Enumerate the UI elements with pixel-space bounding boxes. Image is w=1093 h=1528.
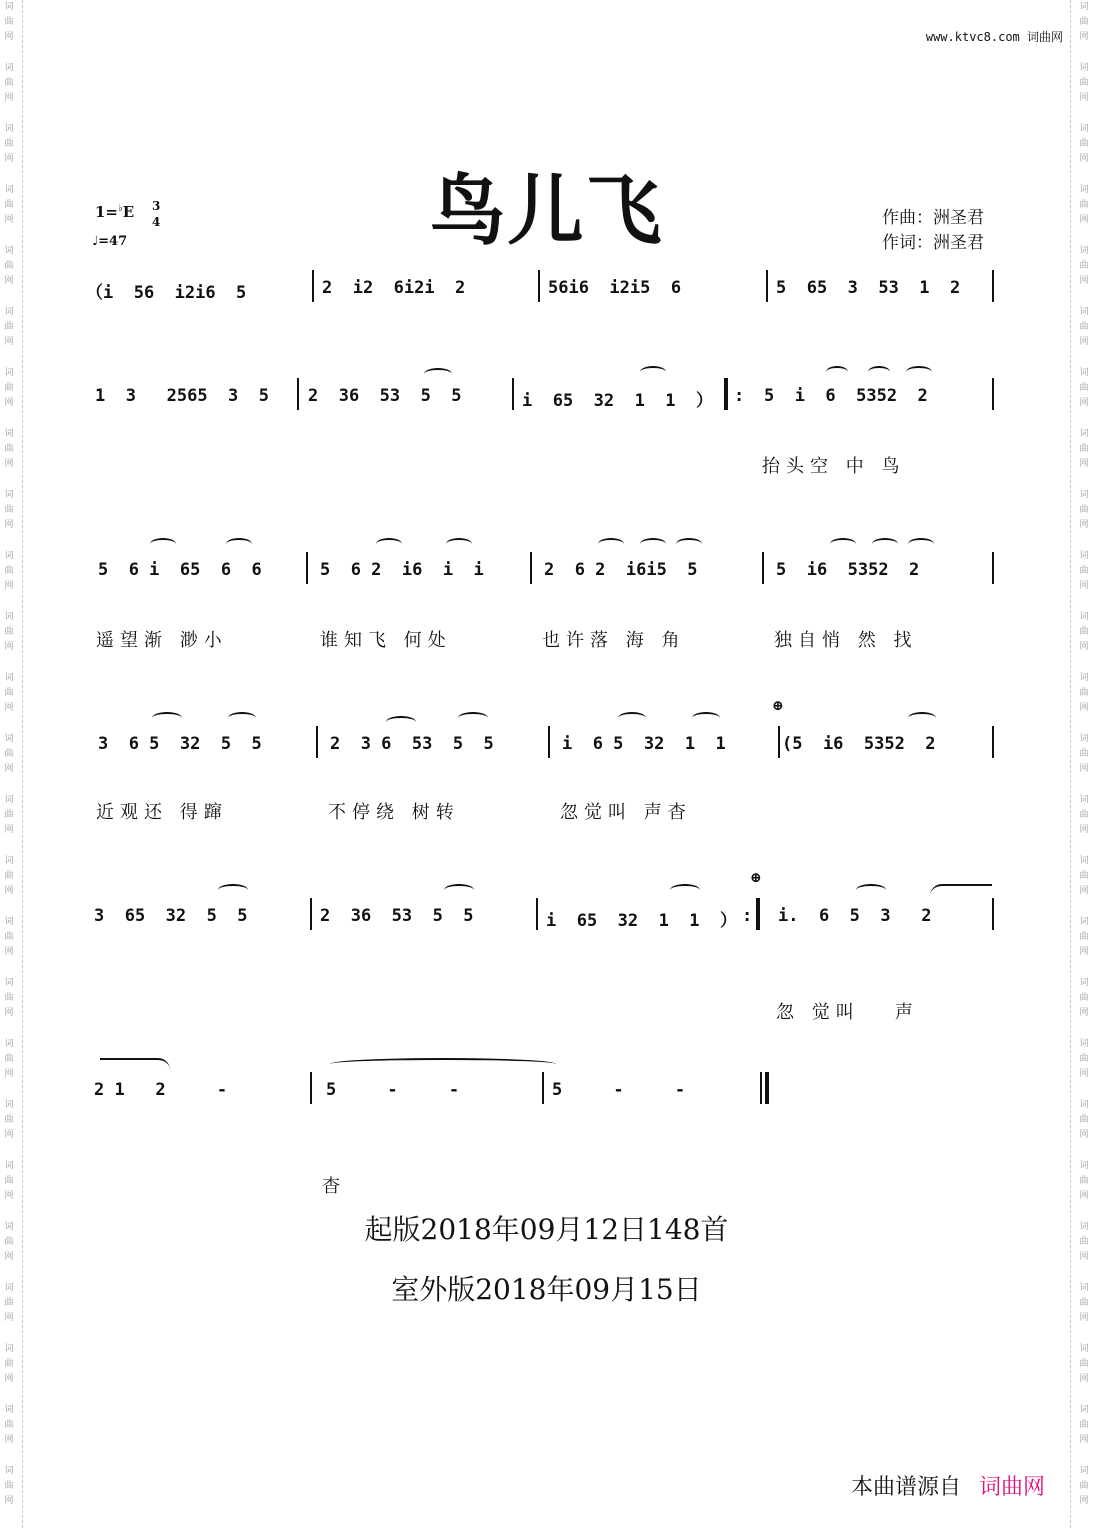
- barline: [766, 270, 768, 302]
- lyricist-credit: 作词：洲圣君: [882, 233, 984, 253]
- song-title: 鸟儿飞: [429, 166, 664, 255]
- side-watermark: 词 曲 网: [4, 490, 14, 530]
- slur: [598, 538, 624, 550]
- barline: [306, 552, 308, 584]
- lyric-line: 抬头空 中 鸟: [762, 456, 906, 477]
- barline: [512, 378, 514, 410]
- slur: [676, 538, 702, 550]
- slur: [226, 538, 252, 550]
- barline: [536, 898, 538, 930]
- barline: [992, 726, 994, 758]
- slur: [670, 884, 700, 896]
- barline: [992, 552, 994, 584]
- lyric-line: 不停绕 树转: [328, 802, 460, 823]
- measure: 5 i6 5352 2: [776, 560, 920, 580]
- lyric-line: 也许落 海 角: [542, 630, 686, 651]
- side-watermark: 词 曲 网: [1079, 1344, 1089, 1384]
- barline: [530, 552, 532, 584]
- barline: [778, 726, 780, 758]
- slur: [640, 366, 666, 378]
- barline: [310, 898, 312, 930]
- measure: 3 6 5 32 5 5: [98, 734, 262, 754]
- side-watermark: 词 曲 网: [1079, 490, 1089, 530]
- repeat-dots: :: [734, 386, 745, 406]
- measure: (5 i6 5352 2: [782, 734, 936, 754]
- side-watermark: 词 曲 网: [4, 1161, 14, 1201]
- repeat-end-barline: [756, 898, 760, 930]
- side-watermark: 词 曲 网: [4, 63, 14, 103]
- side-watermark: 词 曲 网: [1079, 1283, 1089, 1323]
- lyric-line: 谁知飞 何处: [320, 630, 452, 651]
- side-watermark: 词 曲 网: [1079, 1405, 1089, 1445]
- lyric-line: 独自悄 然 找: [774, 630, 918, 651]
- side-watermark: 词 曲 网: [4, 185, 14, 225]
- side-watermark: 词 曲 网: [4, 1039, 14, 1079]
- slur: [692, 712, 720, 724]
- side-watermark: 词 曲 网: [4, 2, 14, 42]
- time-signature-bottom: 4: [152, 215, 161, 229]
- barline: [542, 1072, 544, 1104]
- barline: [992, 270, 994, 302]
- side-watermark: 词 曲 网: [4, 856, 14, 896]
- barline: [992, 898, 994, 930]
- slur: [228, 712, 256, 724]
- slur: [868, 366, 890, 378]
- barline: [548, 726, 550, 758]
- side-watermark: 词 曲 网: [1079, 734, 1089, 774]
- side-watermark: 词 曲 网: [4, 673, 14, 713]
- slur: [152, 712, 182, 724]
- side-watermark: 词 曲 网: [1079, 1039, 1089, 1079]
- time-signature-top: 3: [152, 199, 161, 213]
- side-watermark: 词 曲 网: [1079, 246, 1089, 286]
- side-watermark: 词 曲 网: [1079, 124, 1089, 164]
- slur: [640, 538, 666, 550]
- final-barline-thick: [765, 1072, 769, 1104]
- slur: [906, 366, 932, 378]
- side-watermark: 词 曲 网: [4, 124, 14, 164]
- lyric-line: 杳: [322, 1176, 346, 1197]
- side-watermark: 词 曲 网: [4, 795, 14, 835]
- coda-sign: ⊕: [772, 698, 784, 714]
- side-watermark: 词 曲 网: [4, 1283, 14, 1323]
- side-watermark: 词 曲 网: [1079, 185, 1089, 225]
- side-watermark: 词 曲 网: [4, 978, 14, 1018]
- slur: [908, 538, 934, 550]
- barline: [538, 270, 540, 302]
- measure: 2 36 53 5 5: [308, 386, 462, 406]
- side-watermark: 词 曲 网: [1079, 856, 1089, 896]
- lyric-line: 遥望渐 渺小: [96, 630, 228, 651]
- tie: [930, 884, 992, 896]
- tie: [100, 1058, 170, 1070]
- repeat-start-barline: [724, 378, 728, 410]
- side-watermark: 词 曲 网: [1079, 1466, 1089, 1506]
- measure: 5 6 2 i6 i i: [320, 560, 484, 580]
- slur: [872, 538, 898, 550]
- measure: 2 36 53 5 5: [320, 906, 474, 926]
- side-watermark: 词 曲 网: [1079, 978, 1089, 1018]
- slur: [330, 1058, 556, 1070]
- measure: 5 - -: [326, 1080, 460, 1100]
- slur: [446, 538, 472, 550]
- measure: i. 6 5 3 2: [778, 906, 932, 926]
- measure: 2 1 2 -: [94, 1080, 228, 1100]
- composer-credit: 作曲：洲圣君: [882, 208, 984, 228]
- footer-line-2: 室外版2018年09月15日: [391, 1273, 702, 1306]
- side-watermark: 词 曲 网: [4, 1100, 14, 1140]
- measure: 2 6 2 i6i5 5: [544, 560, 698, 580]
- side-watermark: 词 曲 网: [1079, 795, 1089, 835]
- slur: [444, 884, 474, 896]
- side-watermark: 词 曲 网: [1079, 917, 1089, 957]
- slur: [386, 716, 416, 728]
- coda-sign: ⊕: [750, 870, 762, 886]
- tempo-marking: ♩=47: [92, 234, 128, 249]
- side-watermark: 词 曲 网: [1079, 612, 1089, 652]
- slur: [908, 712, 936, 724]
- side-watermark: 词 曲 网: [1079, 368, 1089, 408]
- barline: [310, 1072, 312, 1104]
- slur: [218, 884, 248, 896]
- side-watermark: 词 曲 网: [4, 307, 14, 347]
- site-url[interactable]: www.ktvc8.com 词曲网: [925, 30, 1063, 44]
- footer-line-1: 起版2018年09月12日148首: [364, 1213, 729, 1246]
- side-watermark: 词 曲 网: [4, 734, 14, 774]
- measure: 1 3 2565 3 5: [95, 386, 269, 406]
- credits: [882, 206, 984, 256]
- barline: [316, 726, 318, 758]
- measure: i 65 32 1 1 ）: [522, 391, 713, 411]
- side-watermark: 词 曲 网: [1079, 307, 1089, 347]
- barline: [297, 378, 299, 410]
- slur: [830, 538, 856, 550]
- side-watermark: 词 曲 网: [4, 246, 14, 286]
- side-watermark: 词 曲 网: [1079, 63, 1089, 103]
- source-credit: [851, 1470, 1045, 1501]
- flat-sign: ♭: [118, 203, 123, 214]
- slur: [856, 884, 886, 896]
- source-brand-link[interactable]: 词曲网: [978, 1475, 1045, 1500]
- measure: 5 i 6 5352 2: [764, 386, 928, 406]
- measure: i 6 5 32 1 1: [562, 734, 726, 754]
- key-prefix: 1=: [95, 203, 119, 221]
- measure: 5 65 3 53 1 2: [776, 278, 961, 298]
- side-watermark: 词 曲 网: [4, 1466, 14, 1506]
- measure: 2 i2 6i2i 2: [322, 278, 466, 298]
- barline: [992, 378, 994, 410]
- measure: i 65 32 1 1 ）: [546, 911, 737, 931]
- side-watermark: 词 曲 网: [1079, 1222, 1089, 1262]
- side-watermark: 词 曲 网: [4, 1344, 14, 1384]
- lyric-line: 忽 觉叫 声: [776, 1002, 919, 1023]
- measure: 3 65 32 5 5: [94, 906, 248, 926]
- slur: [150, 538, 176, 550]
- side-watermark: 词 曲 网: [1079, 2, 1089, 42]
- barline: [312, 270, 314, 302]
- measure: （i 56 i2i6 5: [86, 283, 247, 303]
- slur: [376, 538, 402, 550]
- measure: 5 6 i 65 6 6: [98, 560, 262, 580]
- side-watermark: 词 曲 网: [4, 612, 14, 652]
- slur: [826, 366, 848, 378]
- measure: 56i6 i2i5 6: [548, 278, 682, 298]
- source-label: 本曲谱源自: [850, 1475, 961, 1500]
- measure: 2 3 6 53 5 5: [330, 734, 494, 754]
- lyric-line: 忽觉叫 声杳: [560, 802, 692, 823]
- side-watermark: 词 曲 网: [4, 429, 14, 469]
- side-watermark: 词 曲 网: [4, 368, 14, 408]
- repeat-dots: :: [742, 906, 753, 926]
- final-barline-thin: [760, 1072, 762, 1104]
- side-watermark: 词 曲 网: [1079, 673, 1089, 713]
- key-note: E: [122, 203, 135, 221]
- key-signature: [95, 203, 134, 221]
- barline: [762, 552, 764, 584]
- side-watermark: 词 曲 网: [1079, 1161, 1089, 1201]
- side-watermark: 词 曲 网: [4, 917, 14, 957]
- time-signature: [152, 198, 160, 230]
- side-watermark: 词 曲 网: [4, 1222, 14, 1262]
- slur: [424, 368, 452, 380]
- side-watermark: 词 曲 网: [1079, 1100, 1089, 1140]
- side-watermark: 词 曲 网: [1079, 429, 1089, 469]
- slur: [458, 712, 488, 724]
- lyric-line: 近观还 得蹿: [96, 802, 228, 823]
- slur: [618, 712, 646, 724]
- side-watermark: 词 曲 网: [1079, 551, 1089, 591]
- side-watermark: 词 曲 网: [4, 551, 14, 591]
- measure: 5 - -: [552, 1080, 686, 1100]
- side-watermark: 词 曲 网: [4, 1405, 14, 1445]
